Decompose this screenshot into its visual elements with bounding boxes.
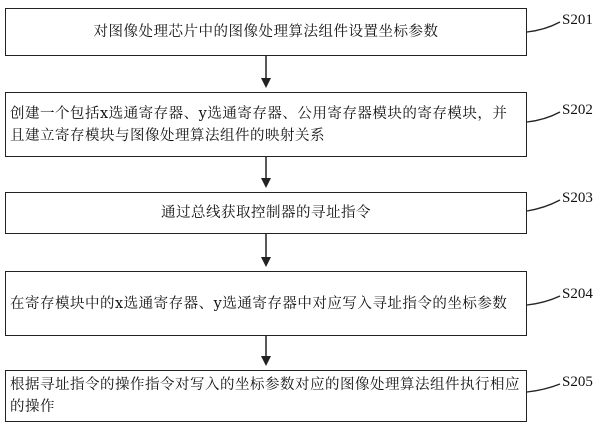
leader-s201 — [527, 22, 560, 32]
leader-s204 — [527, 296, 560, 305]
step-box-s204 — [5, 271, 527, 336]
step-label-s202: S202 — [562, 102, 593, 118]
step-box-s203 — [5, 192, 527, 234]
step-label-s203: S203 — [562, 190, 593, 206]
step-box-s205 — [5, 370, 527, 422]
step-label-s201: S201 — [562, 12, 593, 28]
step-text-s205: 根据寻址指令的操作指令对写入的坐标参数对应的图像处理算法组件执行相应的操作 — [10, 377, 520, 415]
step-label-s204: S204 — [562, 286, 593, 302]
leader-s202 — [527, 112, 560, 122]
step-label-s205: S205 — [562, 374, 593, 390]
step-text-s204: 在寄存模块中的x选通寄存器、y选通寄存器中对应写入寻址指令的坐标参数 — [10, 295, 508, 312]
leader-s205 — [527, 384, 560, 392]
step-text-s201: 对图像处理芯片中的图像处理算法组件设置坐标参数 — [93, 24, 439, 40]
step-box-s201 — [5, 8, 527, 56]
step-text-s203: 通过总线获取控制器的寻址指令 — [161, 205, 371, 221]
step-box-s202 — [5, 92, 527, 157]
step-text-s202: 创建一个包括x选通寄存器、y选通寄存器、公用寄存器模块的寄存模块，并且建立寄存模块与图像处理算法组件的映射关系 — [10, 105, 508, 144]
leader-s203 — [527, 200, 560, 211]
